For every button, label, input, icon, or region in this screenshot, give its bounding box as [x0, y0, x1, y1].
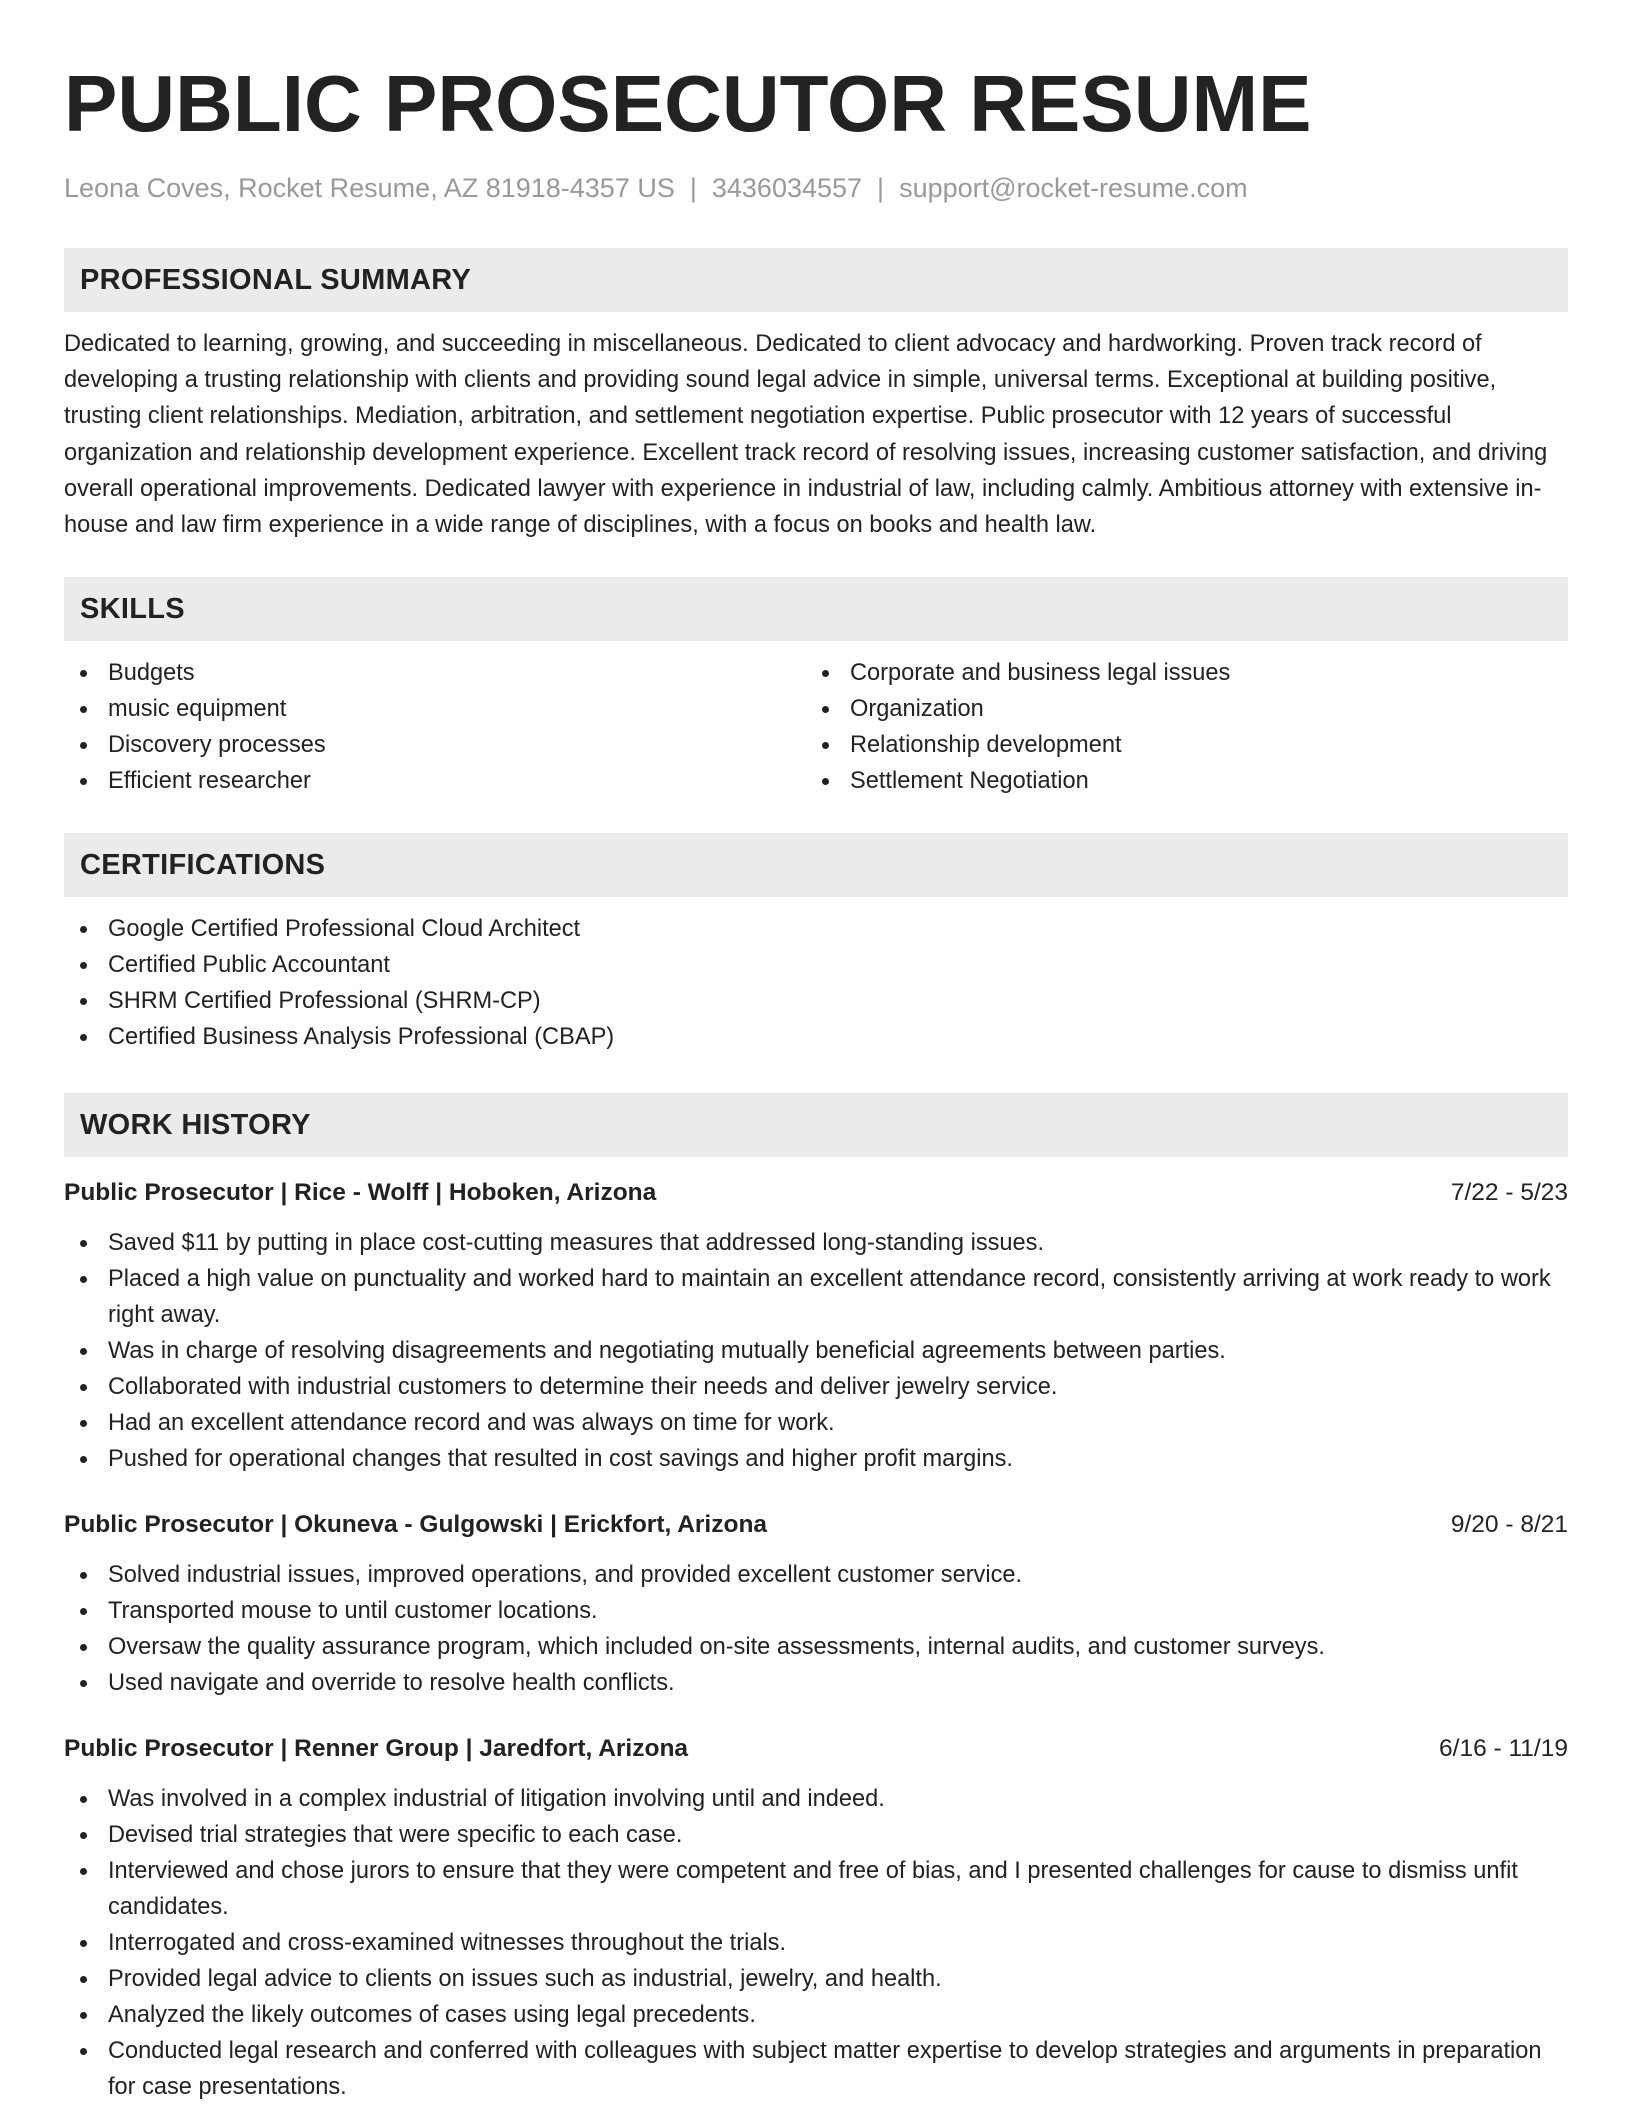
certifications-list: [64, 911, 1568, 1055]
certification-item: Certified Public Accountant: [64, 947, 1568, 983]
job-duty-item: Had an excellent attendance record and was always on time for work.: [64, 1405, 1568, 1441]
job-header: [64, 1507, 1568, 1543]
section-header-work-history: WORK HISTORY: [64, 1093, 1568, 1157]
job-duty-item: Transported mouse to until customer locations.: [64, 1593, 1568, 1629]
skill-item: Settlement Negotiation: [806, 763, 1548, 799]
contact-address: Leona Coves, Rocket Resume, AZ 81918-4357 US: [64, 173, 675, 203]
job-title: Public Prosecutor | Rice - Wolff | Hoboken, Arizona: [64, 1179, 657, 1207]
skills-column-right: [806, 655, 1548, 799]
skills-grid: [64, 655, 1568, 799]
job-duty-item: Interviewed and chose jurors to ensure that they were competent and free of bias, and I presented challenges for cause to dismiss unfit candidates.: [64, 1853, 1568, 1925]
job-header: [64, 1175, 1568, 1211]
contact-line: [64, 168, 1568, 208]
section-header-skills: SKILLS: [64, 577, 1568, 641]
job-dates: 6/16 - 11/19: [1439, 1735, 1568, 1763]
job-duty-item: Solved industrial issues, improved operations, and provided excellent customer service.: [64, 1557, 1568, 1593]
contact-separator: |: [689, 173, 697, 203]
job-duty-item: Saved $11 by putting in place cost-cutting measures that addressed long-standing issues.: [64, 1225, 1568, 1261]
skill-item: Corporate and business legal issues: [806, 655, 1548, 691]
job-duty-item: Was involved in a complex industrial of litigation involving until and indeed.: [64, 1781, 1568, 1817]
summary-text: Dedicated to learning, growing, and succeeding in miscellaneous. Dedicated to client advocacy and hardworking. Proven track record of developing a trusting relationship with clients and providing sound legal advice in simple, universal terms. Exceptional at building positive, trusting client relationships. Mediation, arbitration, and settlement negotiation expertise. Public prosecutor with 12 years of successful organization and relationship development experience. Excellent track record of resolving issues, increasing customer satisfaction, and driving overall operational improvements. Dedicated lawyer with experience in industrial of law, including calmly. Ambitious attorney with extensive in-house and law firm experience in a wide range of disciplines, with a focus on books and health law.: [64, 331, 1548, 539]
job-entry: [64, 1175, 1568, 1477]
section-header-certifications: CERTIFICATIONS: [64, 833, 1568, 897]
contact-phone: 3436034557: [711, 173, 863, 203]
job-duty-item: Interrogated and cross-examined witnesses throughout the trials.: [64, 1925, 1568, 1961]
job-duty-item: Devised trial strategies that were specific to each case.: [64, 1817, 1568, 1853]
skill-item: Budgets: [64, 655, 806, 691]
job-duty-item: Pushed for operational changes that resulted in cost savings and higher profit margins.: [64, 1441, 1568, 1477]
skills-column-left: [64, 655, 806, 799]
skill-item: Relationship development: [806, 727, 1548, 763]
certification-item: SHRM Certified Professional (SHRM-CP): [64, 983, 1568, 1019]
job-duty-item: Used navigate and override to resolve health conflicts.: [64, 1665, 1568, 1701]
resume-page: [64, 52, 1568, 2105]
job-dates: 9/20 - 8/21: [1450, 1511, 1568, 1539]
job-title: Public Prosecutor | Okuneva - Gulgowski | Erickfort, Arizona: [64, 1511, 768, 1539]
resume-title: PUBLIC PROSECUTOR RESUME: [64, 59, 1312, 148]
job-duty-item: Oversaw the quality assurance program, which included on-site assessments, internal audits, and customer surveys.: [64, 1629, 1568, 1665]
job-entry: [64, 1507, 1568, 1701]
job-duties-list: [64, 1781, 1568, 2105]
contact-email: support@rocket-resume.com: [899, 173, 1248, 203]
job-duty-item: Was in charge of resolving disagreements and negotiating mutually beneficial agreements between parties.: [64, 1333, 1568, 1369]
skill-item: Discovery processes: [64, 727, 806, 763]
job-duties-list: [64, 1557, 1568, 1701]
job-duty-item: Analyzed the likely outcomes of cases using legal precedents.: [64, 1997, 1568, 2033]
skill-item: music equipment: [64, 691, 806, 727]
skill-item: Organization: [806, 691, 1548, 727]
job-duty-item: Placed a high value on punctuality and worked hard to maintain an excellent attendance record, consistently arriving at work ready to work right away.: [64, 1261, 1568, 1333]
job-duty-item: Conducted legal research and conferred with colleagues with subject matter expertise to develop strategies and arguments in preparation for case presentations.: [64, 2033, 1568, 2105]
job-header: [64, 1731, 1568, 1767]
contact-separator: |: [877, 173, 885, 203]
job-duty-item: Provided legal advice to clients on issues such as industrial, jewelry, and health.: [64, 1961, 1568, 1997]
skill-item: Efficient researcher: [64, 763, 806, 799]
job-dates: 7/22 - 5/23: [1450, 1179, 1568, 1207]
job-title: Public Prosecutor | Renner Group | Jaredfort, Arizona: [64, 1735, 689, 1763]
certification-item: Certified Business Analysis Professional (CBAP): [64, 1019, 1568, 1055]
job-duty-item: Collaborated with industrial customers to determine their needs and deliver jewelry service.: [64, 1369, 1568, 1405]
job-entry: [64, 1731, 1568, 2105]
certification-item: Google Certified Professional Cloud Architect: [64, 911, 1568, 947]
job-duties-list: [64, 1225, 1568, 1477]
section-header-summary: PROFESSIONAL SUMMARY: [64, 248, 1568, 312]
